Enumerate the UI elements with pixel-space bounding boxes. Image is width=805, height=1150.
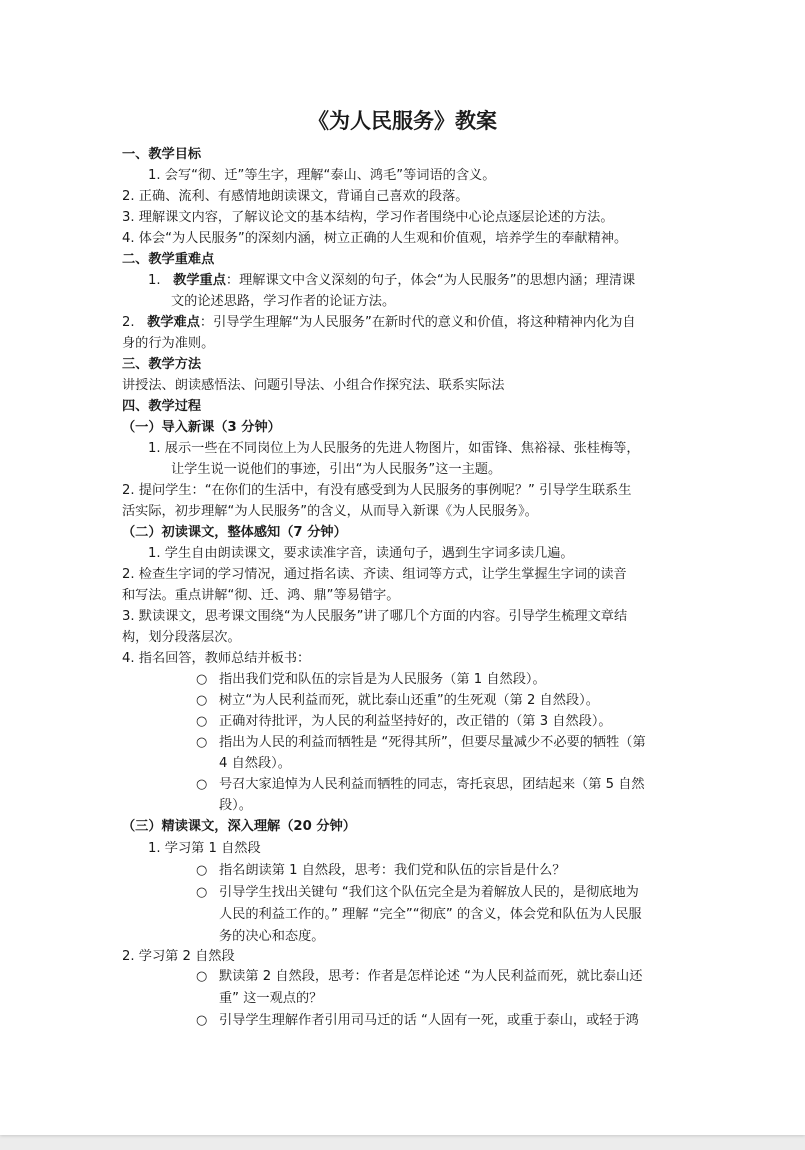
bullet-marker: ○ (196, 863, 208, 878)
subsection-heading-intro: （一）导入新课（3 分钟） (122, 420, 281, 435)
board-note-4: 指出为人民的利益而牺牲是 “死得其所”，但要尽量减少不必要的牺牲（第 (219, 735, 646, 750)
subsection-heading-first-reading: （二）初读课文，整体感知（7 分钟） (122, 525, 347, 540)
first-reading-item-3: 3. 默读课文，思考课文围绕“为人民服务”讲了哪几个方面的内容。引导学生梳理文章结 (122, 609, 628, 624)
section-heading-key-points: 二、教学重难点 (122, 252, 215, 267)
first-reading-item-2-continued: 和写法。重点讲解“彻、迁、鸿、鼎”等易错字。 (122, 588, 400, 603)
key-point-item-1-continued: 文的论述思路，学习作者的论证方法。 (171, 294, 396, 309)
section-heading-methods: 三、教学方法 (122, 357, 202, 372)
close-reading-item-1: 1. 学习第 1 自然段 (148, 841, 261, 856)
close-reading-item-2: 2. 学习第 2 自然段 (122, 949, 235, 964)
board-note-3: 正确对待批评，为人民的利益坚持好的，改正错的（第 3 自然段）。 (219, 714, 612, 729)
close-reading-note-4: 引导学生理解作者引用司马迁的话 “人固有一死，或重于泰山，或轻于鸿 (219, 1013, 639, 1028)
objective-item-1: 1. 会写“彻、迁”等生字，理解“泰山、鸿毛”等词语的含义。 (148, 168, 496, 183)
difficulty-item-2-continued: 身的行为准则。 (122, 336, 215, 351)
close-reading-note-1: 指名朗读第 1 自然段，思考：我们党和队伍的宗旨是什么？ (219, 863, 566, 878)
board-note-1: 指出我们党和队伍的宗旨是为人民服务（第 1 自然段）。 (219, 672, 546, 687)
intro-item-1-continued: 让学生说一说他们的事迹，引出“为人民服务”这一主题。 (171, 462, 502, 477)
methods-text: 讲授法、朗读感悟法、问题引导法、小组合作探究法、联系实际法 (122, 378, 505, 393)
first-reading-item-1: 1. 学生自由朗读课文，要求读准字音，读通句子，遇到生字词多读几遍。 (148, 546, 574, 561)
close-reading-note-3-continued: 重” 这一观点的？ (219, 991, 323, 1006)
difficulty-label: 教学难点 (147, 315, 200, 330)
close-reading-note-2: 引导学生找出关键句 “我们这个队伍完全是为着解放人民的，是彻底地为 (219, 885, 639, 900)
intro-item-1: 1. 展示一些在不同岗位上为人民服务的先进人物图片，如雷锋、焦裕禄、张桂梅等， (148, 441, 640, 456)
section-heading-process: 四、教学过程 (122, 399, 202, 414)
difficulty-text: ：引导学生理解“为人民服务”在新时代的意义和价值，将这种精神内化为自 (199, 315, 636, 330)
close-reading-note-2-continued: 人民的利益工作的。” 理解 “完全”“彻底” 的含义，体会党和队伍为人民服 (219, 907, 642, 922)
first-reading-item-3-continued: 构，划分段落层次。 (122, 630, 241, 645)
list-number: 1. (148, 273, 161, 288)
intro-item-2: 2. 提问学生：“在你们的生活中，有没有感受到为人民服务的事例呢？” 引导学生联系生 (122, 483, 632, 498)
first-reading-item-2: 2. 检查生字词的学习情况，通过指名读、齐读、组词等方式，让学生掌握生字词的读音 (122, 567, 627, 582)
document-title: 《为人民服务》教案 (308, 109, 497, 133)
bullet-marker: ○ (196, 735, 208, 750)
key-point-text: ：理解课文中含义深刻的句子，体会“为人民服务”的思想内涵；理清课 (225, 273, 636, 288)
difficulty-item-2 (122, 312, 636, 334)
board-note-5: 号召大家追悼为人民利益而牺牲的同志，寄托哀思，团结起来（第 5 自然 (219, 777, 645, 792)
board-note-5-continued: 段）。 (219, 798, 252, 813)
objective-item-3: 3. 理解课文内容，了解议论文的基本结构，学习作者围绕中心论点逐层论述的方法。 (122, 210, 614, 225)
subsection-heading-close-reading: （三）精读课文，深入理解（20 分钟） (122, 819, 356, 834)
list-number: 2. (122, 315, 135, 330)
close-reading-note-2-continued-2: 务的决心和态度。 (219, 929, 325, 944)
objective-item-2: 2. 正确、流利、有感情地朗读课文，背诵自己喜欢的段落。 (122, 189, 469, 204)
board-note-2: 树立“为人民利益而死，就比泰山还重”的生死观（第 2 自然段）。 (219, 693, 599, 708)
bullet-marker: ○ (196, 885, 208, 900)
bullet-marker: ○ (196, 777, 208, 792)
key-point-label: 教学重点 (173, 273, 226, 288)
section-heading-objectives: 一、教学目标 (122, 147, 202, 162)
bullet-marker: ○ (196, 693, 208, 708)
bullet-marker: ○ (196, 1013, 208, 1028)
key-point-item-1 (148, 270, 635, 292)
bullet-marker: ○ (196, 969, 208, 984)
close-reading-note-3: 默读第 2 自然段，思考：作者是怎样论述 “为人民利益而死，就比泰山还 (219, 969, 643, 984)
board-note-4-continued: 4 自然段）。 (219, 756, 291, 771)
first-reading-item-4: 4. 指名回答，教师总结并板书： (122, 651, 311, 666)
bullet-marker: ○ (196, 672, 208, 687)
objective-item-4: 4. 体会“为人民服务”的深刻内涵，树立正确的人生观和价值观，培养学生的奉献精神。 (122, 231, 628, 246)
intro-item-2-continued: 活实际，初步理解“为人民服务”的含义，从而导入新课《为人民服务》。 (122, 504, 538, 519)
bullet-marker: ○ (196, 714, 208, 729)
